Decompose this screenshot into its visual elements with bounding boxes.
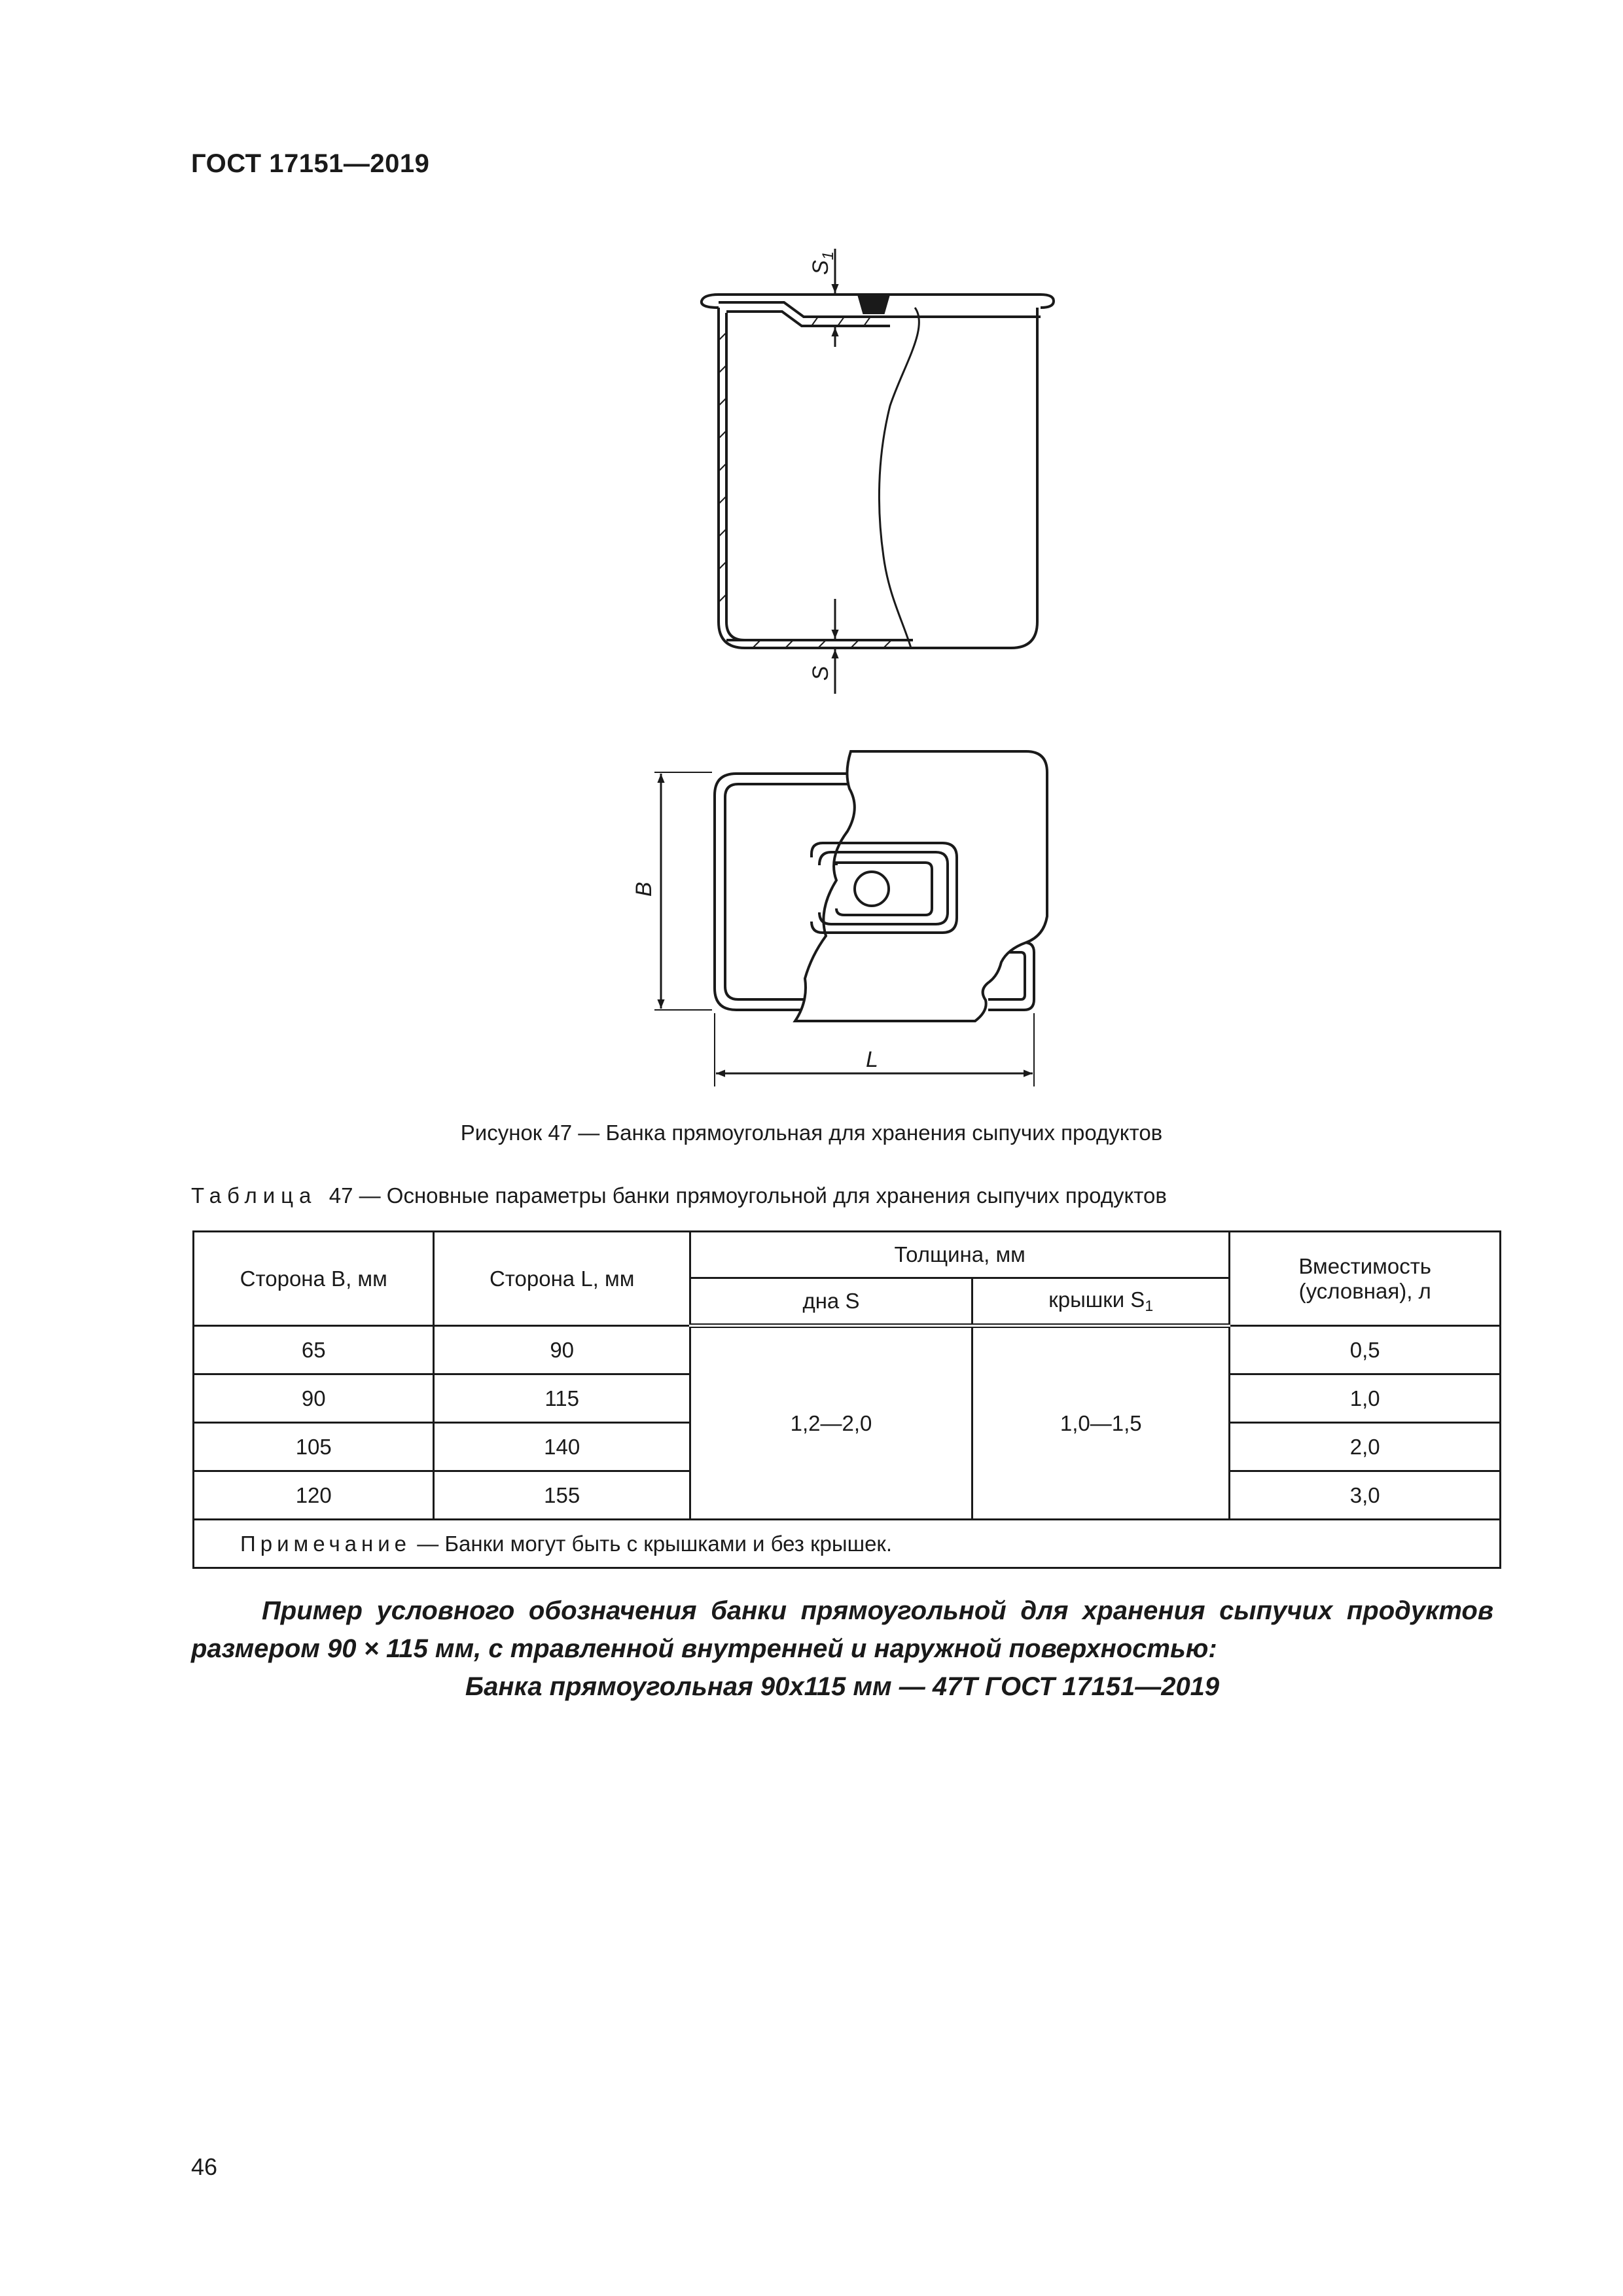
header-bottom-thickness: дна S	[690, 1278, 972, 1326]
table-note: Примечание — Банки могут быть с крышками и без крышек.	[194, 1520, 1501, 1568]
l-label: L	[866, 1047, 878, 1072]
cell-capacity: 2,0	[1230, 1423, 1501, 1471]
cell-capacity: 0,5	[1230, 1326, 1501, 1374]
document-header: ГОСТ 17151—2019	[191, 149, 430, 178]
can-inner-wall	[726, 313, 785, 640]
lid-plate	[795, 751, 1047, 1021]
cell-side-b: 65	[194, 1326, 434, 1374]
header-capacity: Вместимость (условная), л	[1230, 1232, 1501, 1326]
lid-knob	[859, 295, 889, 313]
cell-side-l: 115	[434, 1374, 690, 1423]
example-line-2: размером 90 × 115 мм, с травленной внутренней и наружной поверхностью:	[191, 1634, 1217, 1663]
example-designation: Банка прямоугольная 90х115 мм — 47Т ГОСТ 17151—2019	[465, 1672, 1220, 1701]
s1-label: $S_1$	[808, 251, 837, 275]
can-side-section	[702, 249, 1054, 694]
cell-side-b: 105	[194, 1423, 434, 1471]
cell-side-l: 140	[434, 1423, 690, 1471]
s-label: S	[808, 666, 833, 681]
header-side-l: Сторона L, мм	[434, 1232, 690, 1326]
can-top-view	[654, 751, 1047, 1086]
cell-bottom-thickness: 1,2—2,0	[690, 1326, 972, 1520]
cell-side-b: 90	[194, 1374, 434, 1423]
cell-capacity: 3,0	[1230, 1471, 1501, 1520]
cell-side-l: 90	[434, 1326, 690, 1374]
figure-caption: Рисунок 47 — Банка прямоугольная для хранения сыпучих продуктов	[460, 1121, 1163, 1145]
technical-drawing	[0, 0, 1623, 1113]
cell-side-b: 120	[194, 1471, 434, 1520]
table-note-row	[194, 1520, 1501, 1568]
table-title	[191, 1183, 1167, 1208]
page-number: 46	[191, 2153, 218, 2180]
cell-side-l: 155	[434, 1471, 690, 1520]
break-line	[879, 308, 919, 648]
header-side-b: Сторона B, мм	[194, 1232, 434, 1326]
header-lid-thickness: крышки $S_1$	[972, 1278, 1230, 1326]
can-outer-wall	[719, 308, 1037, 648]
table-title-prefix: Таблица	[191, 1183, 317, 1208]
b-label: B	[632, 882, 656, 897]
table-row	[194, 1326, 1501, 1374]
cell-lid-thickness: 1,0—1,5	[972, 1326, 1230, 1520]
table-title-text: 47 — Основные параметры банки прямоугольной для хранения сыпучих продуктов	[329, 1183, 1167, 1208]
example-line-1: Пример условного обозначения банки прямоугольной для хранения сыпучих продуктов	[262, 1596, 1493, 1625]
cell-capacity: 1,0	[1230, 1374, 1501, 1423]
header-thickness: Толщина, мм	[690, 1232, 1230, 1278]
parameters-table	[192, 1230, 1501, 1569]
designation-example	[191, 1592, 1493, 1706]
